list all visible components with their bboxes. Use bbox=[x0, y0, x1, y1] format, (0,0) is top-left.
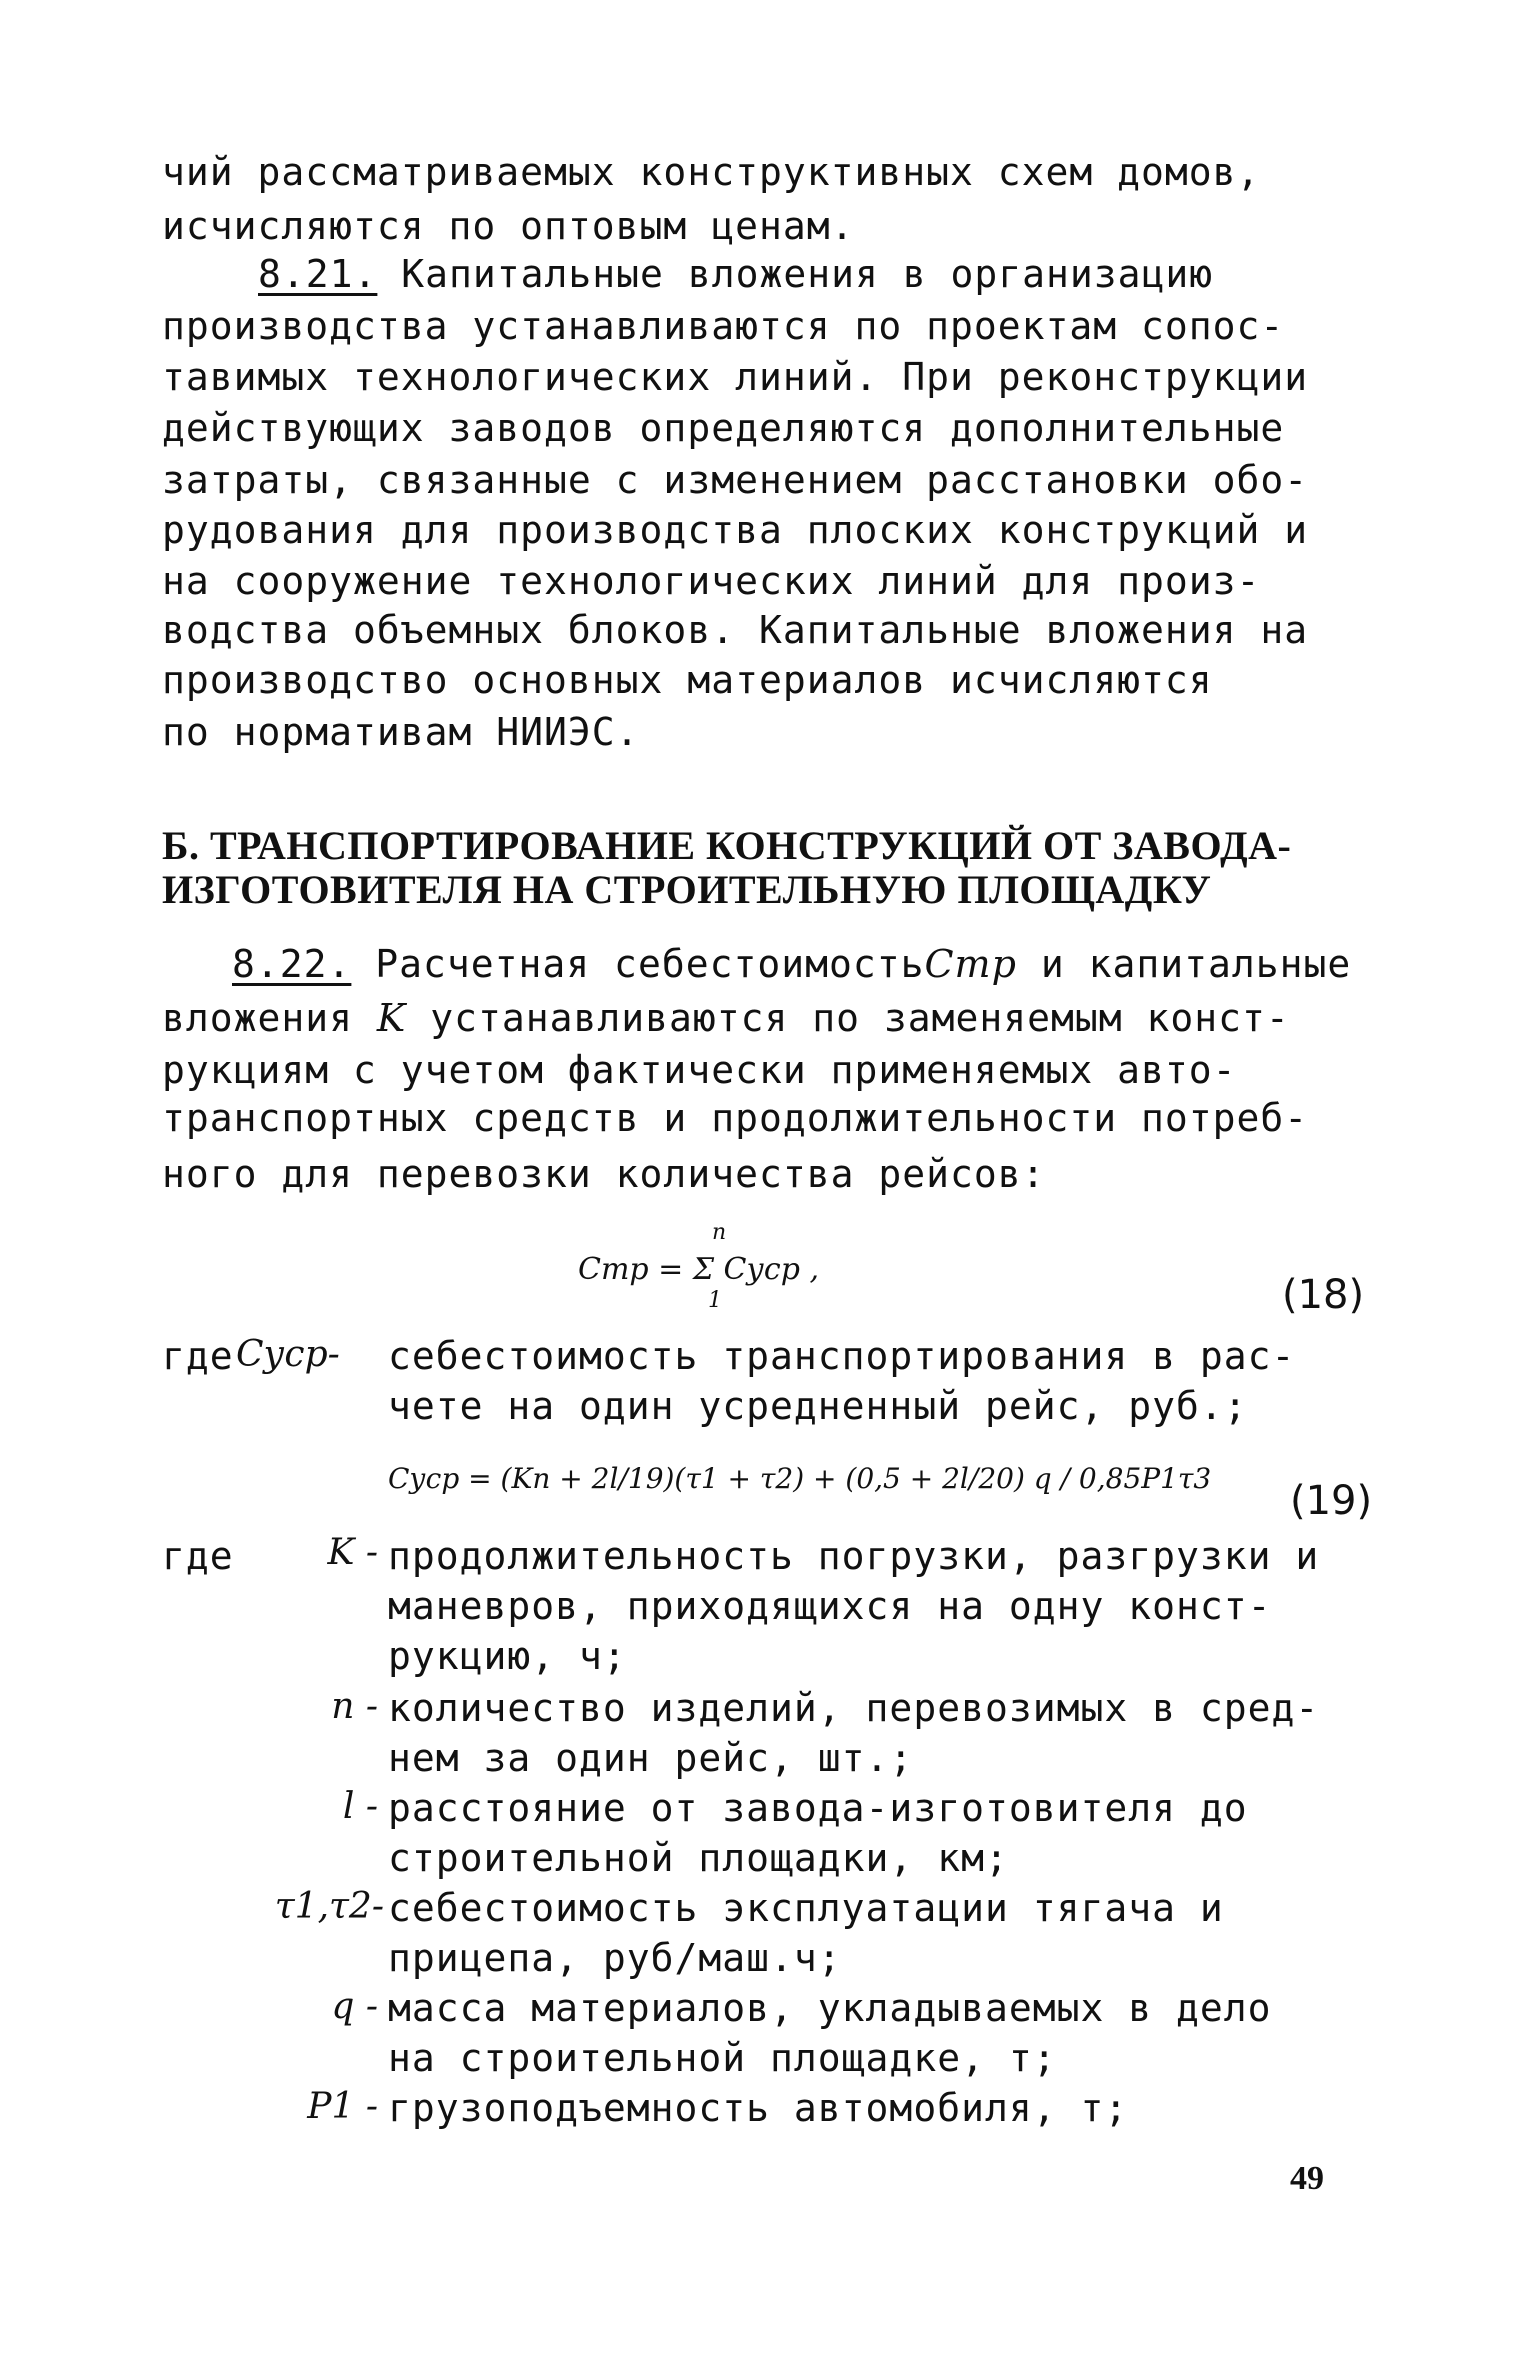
q-symbol: q - bbox=[331, 1986, 378, 2027]
text-line: чете на один усредненный рейс, руб.; bbox=[388, 1384, 1248, 1428]
p1-symbol: P1 - bbox=[307, 2086, 378, 2127]
tau-symbols: τ1,τ2- bbox=[274, 1886, 384, 1927]
ctr-symbol: Cтр bbox=[924, 942, 1017, 986]
text-line: рудования для производства плоских конструкций и bbox=[162, 508, 1309, 552]
text-line: себестоимость транспортирования в рас- bbox=[388, 1334, 1296, 1378]
text-fragment: Капитальные вложения в организацию bbox=[401, 252, 1214, 296]
sum-upper-limit: n bbox=[712, 1220, 727, 1245]
text-line: водства объемных блоков. Капитальные вложения на bbox=[162, 608, 1309, 652]
text-line: строительной площадки, км; bbox=[388, 1836, 1009, 1880]
k-symbol: K bbox=[376, 996, 407, 1040]
page-number: 49 bbox=[1290, 2160, 1324, 2197]
text-fragment: устанавливаются по заменяемым конст- bbox=[430, 996, 1290, 1040]
equation-number-19: (19) bbox=[1290, 1478, 1373, 1524]
equation-number-18: (18) bbox=[1282, 1272, 1365, 1318]
text-line: продолжительность погрузки, разгрузки и bbox=[388, 1534, 1320, 1578]
where-label: где bbox=[162, 1534, 234, 1578]
text-line: производства устанавливаются по проектам сопос- bbox=[162, 304, 1285, 348]
text-line: количество изделий, перевозимых в сред- bbox=[388, 1686, 1320, 1730]
text-line: чий рассматриваемых конструктивных схем домов, bbox=[162, 150, 1261, 194]
n-symbol: n - bbox=[331, 1686, 378, 1727]
text-line: прицепа, руб/маш.ч; bbox=[388, 1936, 842, 1980]
where-label: где bbox=[162, 1334, 234, 1378]
formula-19: Cуср = (Kn + 2l/19)(τ1 + τ2) + (0,5 + 2l/20) q / 0,85P1τ3 bbox=[388, 1462, 1212, 1495]
l-symbol: l - bbox=[342, 1786, 378, 1827]
text-line: тавимых технологических линий. При реконструкции bbox=[162, 355, 1309, 399]
k-symbol: K - bbox=[327, 1532, 378, 1573]
text-line: по нормативам НИИЭС. bbox=[162, 710, 640, 754]
text-line: на сооружение технологических линий для произ- bbox=[162, 559, 1261, 603]
text-line: рукцию, ч; bbox=[388, 1634, 627, 1678]
paragraph-8-21-first-line bbox=[258, 252, 1213, 296]
text-line: маневров, приходящихся на одну конст- bbox=[388, 1584, 1272, 1628]
text-line: исчисляются по оптовым ценам. bbox=[162, 204, 855, 248]
text-line: грузоподъемность автомобиля, т; bbox=[388, 2086, 1129, 2130]
cusr-symbol: Cуср- bbox=[236, 1334, 340, 1375]
sum-lower-limit: 1 bbox=[708, 1288, 722, 1313]
section-heading-line-2: ИЗГОТОВИТЕЛЯ НА СТРОИТЕЛЬНУЮ ПЛОЩАДКУ bbox=[162, 867, 1212, 912]
text-line: ного для перевозки количества рейсов: bbox=[162, 1152, 1046, 1196]
formula-18: Cтр = Σ Cуср , bbox=[578, 1252, 819, 1287]
paragraph-8-22-first-line bbox=[232, 942, 1351, 986]
text-line: транспортных средств и продолжительности потреб- bbox=[162, 1096, 1309, 1140]
text-fragment: вложения bbox=[162, 996, 354, 1040]
text-fragment: Расчетная себестоимость bbox=[375, 942, 925, 986]
text-line: рукциям с учетом фактически применяемых авто- bbox=[162, 1048, 1237, 1092]
text-line: действующих заводов определяются дополнительные bbox=[162, 406, 1285, 450]
section-number: 8.22. bbox=[232, 942, 352, 986]
text-fragment: и капитальные bbox=[1040, 942, 1352, 986]
text-line: масса материалов, укладываемых в дело bbox=[388, 1986, 1272, 2030]
text-line bbox=[162, 996, 1290, 1040]
section-number: 8.21. bbox=[258, 252, 378, 296]
text-line: расстояние от завода-изготовителя до bbox=[388, 1786, 1248, 1830]
text-line: затраты, связанные с изменением расстановки обо- bbox=[162, 458, 1309, 502]
text-line: нем за один рейс, шт.; bbox=[388, 1736, 914, 1780]
text-line: на строительной площадке, т; bbox=[388, 2036, 1057, 2080]
section-heading-line-1: Б. ТРАНСПОРТИРОВАНИЕ КОНСТРУКЦИЙ ОТ ЗАВОДА- bbox=[162, 823, 1292, 868]
text-line: себестоимость эксплуатации тягача и bbox=[388, 1886, 1224, 1930]
text-line: производство основных материалов исчисляются bbox=[162, 658, 1213, 702]
